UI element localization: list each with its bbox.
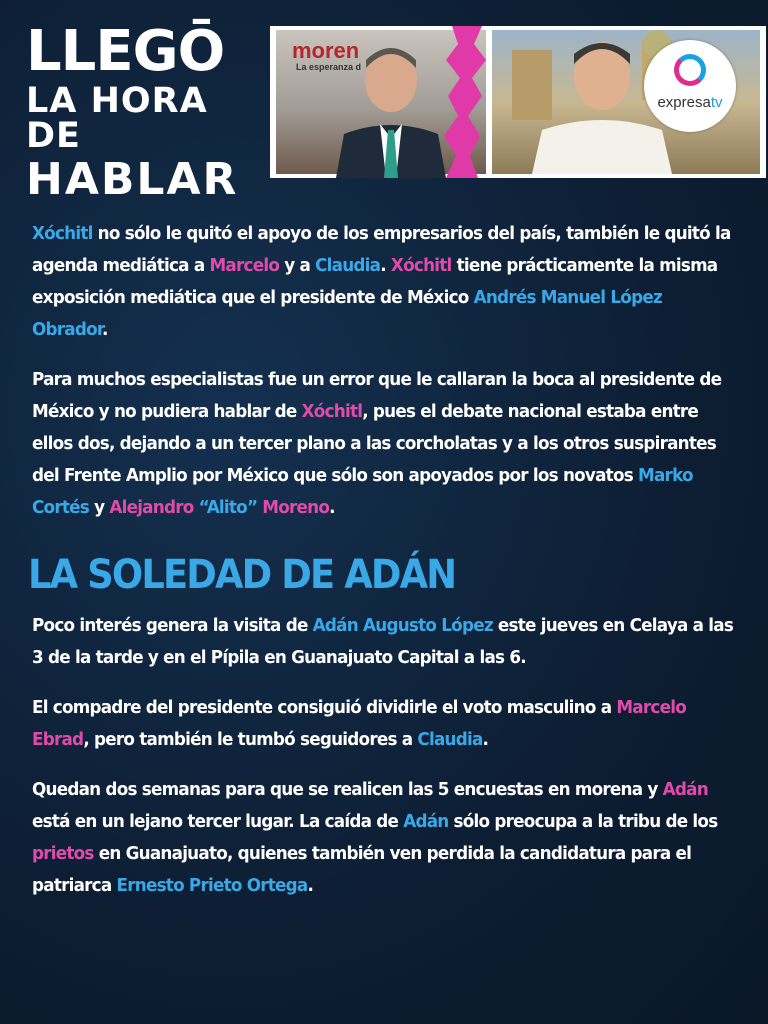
name-marcelo-ebrad: Marcelo Ebrad (32, 698, 686, 750)
article-section (32, 610, 744, 920)
paragraph-5: Quedan dos semanas para que se realicen las 5 encuestas en morena y Adán está en un lejano tercer lugar. La caída de Adán sólo preocupa a la tribu de los prietos en Guanajuato, quienes también ven perdida la candidatura para el patriarca Ernesto Prieto Ortega. (32, 780, 718, 896)
brand-tv: tv (710, 94, 723, 111)
title-line-1: LLEGŌ (26, 19, 225, 84)
expresa-ring-icon (674, 54, 706, 86)
brand-name: expresa (657, 94, 711, 111)
title-line-2: LA HORA DE (26, 81, 208, 156)
name-claudia: Claudia (315, 256, 381, 276)
paragraph-4: El compadre del presidente consiguió dividirle el voto masculino a Marcelo Ebrad, pero también le tumbó seguidores a Claudia. (32, 698, 686, 750)
person-left-illustration (336, 38, 446, 178)
name-alito: “Alito” (193, 498, 258, 518)
photo-banner (270, 26, 766, 178)
logo-title (26, 19, 256, 205)
party-slogan-text: La esperanza d (296, 62, 362, 72)
paragraph-2: Para muchos especialistas fue un error que le callaran la boca al presidente de México y no pudiera hablar de Xóchitl, pues el debate nacional estaba entre ellos dos, dejando a un tercer plano a las corcholatas y a los otros suspirantes del Frente Amplio por México que sólo son apoyados por los novatos Marko Cortés y Alejandro “Alito” Moreno. (32, 370, 722, 518)
expresa-tv-logo (644, 40, 736, 132)
paragraph-3: Poco interés genera la visita de Adán Augusto López este jueves en Celaya a las 3 de la tarde y en el Pípila en Guanajuato Capital a las 6. (32, 616, 734, 668)
name-ernesto-prieto: Ernesto Prieto Ortega (116, 876, 308, 896)
name-marko-cortes: Marko Cortés (32, 466, 693, 518)
article-intro (32, 218, 744, 542)
paragraph-1: Xóchitl no sólo le quitó el apoyo de los empresarios del país, también le quitó la agenda mediática a Marcelo y a Claudia. Xóchitl tiene prácticamente la misma exposición mediática que el presidente de México Andrés Manuel López Obrador. (32, 224, 731, 340)
name-claudia: Claudia (417, 730, 483, 750)
party-logo-text: moren (292, 38, 360, 63)
name-prietos: prietos (32, 844, 94, 864)
name-xochitl: Xóchitl (32, 224, 93, 244)
name-adan: Adán (403, 812, 449, 832)
title-line-3: HABLAR (26, 154, 239, 205)
name-alejandro: Alejandro (109, 498, 194, 518)
name-adan: Adán (662, 780, 708, 800)
name-marcelo: Marcelo (209, 256, 280, 276)
name-xochitl: Xóchitl (301, 402, 363, 422)
section-title: LA SOLEDAD DE ADÁN (28, 552, 456, 598)
name-moreno: Moreno (257, 498, 330, 518)
name-adan-augusto: Adán Augusto López (312, 616, 493, 636)
header (0, 0, 768, 205)
name-xochitl: Xóchitl (390, 256, 452, 276)
name-amlo: Andrés Manuel López Obrador (32, 288, 662, 340)
